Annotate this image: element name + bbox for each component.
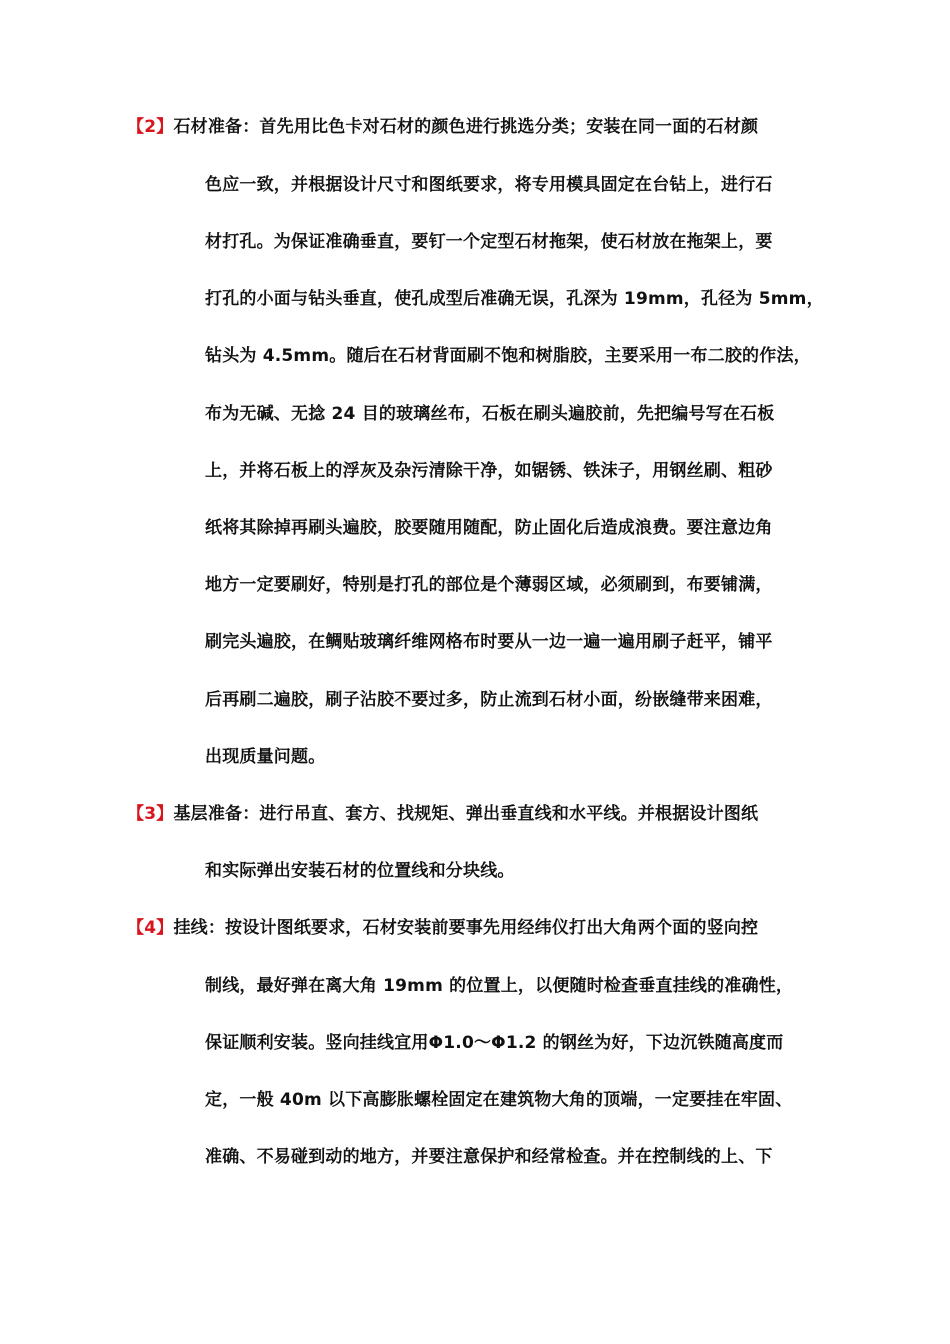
section-2-line-6: 布为无碱、无捻 24 目的玻璃丝布，石板在刷头遍胶前，先把编号写在石板: [205, 404, 775, 424]
section-2-marker: 【2】: [127, 117, 174, 137]
section-2-line-8: 纸将其除掉再刷头遍胶，胶要随用随配，防止固化后造成浪费。要注意边角: [205, 518, 773, 538]
section-3-marker: 【3】: [127, 804, 174, 824]
section-2-line-5: 钻头为 4.5mm。随后在石材背面刷不饱和树脂胶，主要采用一布二胶的作法，: [205, 346, 811, 366]
section-2-text: 石材准备：首先用比色卡对石材的颜色进行挑选分类；安装在同一面的石材颜: [173, 117, 759, 137]
section-3-line-2: 和实际弹出安装石材的位置线和分块线。: [205, 861, 515, 881]
section-2-line-7: 上，并将石板上的浮灰及杂污清除干净，如锯锈、铁沫子，用钢丝刷、粗砂: [205, 461, 773, 481]
section-3-line-1: [127, 804, 758, 824]
section-2-line-4: 打孔的小面与钻头垂直，使孔成型后准确无误，孔深为 19mm，孔径为 5mm，: [205, 289, 824, 309]
section-4-marker: 【4】: [127, 918, 174, 938]
section-4-line-2: 制线，最好弹在离大角 19mm 的位置上，以便随时检查垂直挂线的准确性，: [205, 976, 794, 996]
section-4-line-4: 定，一般 40m 以下高膨胀螺栓固定在建筑物大角的顶端，一定要挂在牢固、: [205, 1090, 793, 1110]
section-2-line-1: [127, 117, 758, 137]
section-4-line-5: 准确、不易碰到动的地方，并要注意保护和经常检查。并在控制线的上、下: [205, 1147, 773, 1167]
section-4-line-3: 保证顺利安装。竖向挂线宜用Φ1.0～Φ1.2 的钢丝为好，下边沉铁随高度而: [205, 1033, 784, 1053]
section-3-text: 基层准备：进行吊直、套方、找规矩、弹出垂直线和水平线。并根据设计图纸: [173, 804, 759, 824]
section-4-line-1: [127, 918, 758, 938]
section-4-text: 挂线：按设计图纸要求，石材安装前要事先用经纬仪打出大角两个面的竖向控: [173, 918, 759, 938]
section-2-line-11: 后再刷二遍胶，刷子沾胶不要过多，防止流到石材小面，纷嵌缝带来困难，: [205, 690, 773, 710]
section-2-line-3: 材打孔。为保证准确垂直，要钉一个定型石材拖架，使石材放在拖架上，要: [205, 232, 773, 252]
section-2-line-9: 地方一定要刷好，特别是打孔的部位是个薄弱区域，必须刷到，布要铺满，: [205, 575, 773, 595]
section-2-line-12: 出现质量问题。: [205, 747, 326, 767]
section-2-line-2: 色应一致，并根据设计尺寸和图纸要求，将专用模具固定在台钻上，进行石: [205, 175, 773, 195]
section-2-line-10: 刷完头遍胶，在鲷贴玻璃纤维网格布时要从一边一遍一遍用刷子赶平，铺平: [205, 632, 773, 652]
